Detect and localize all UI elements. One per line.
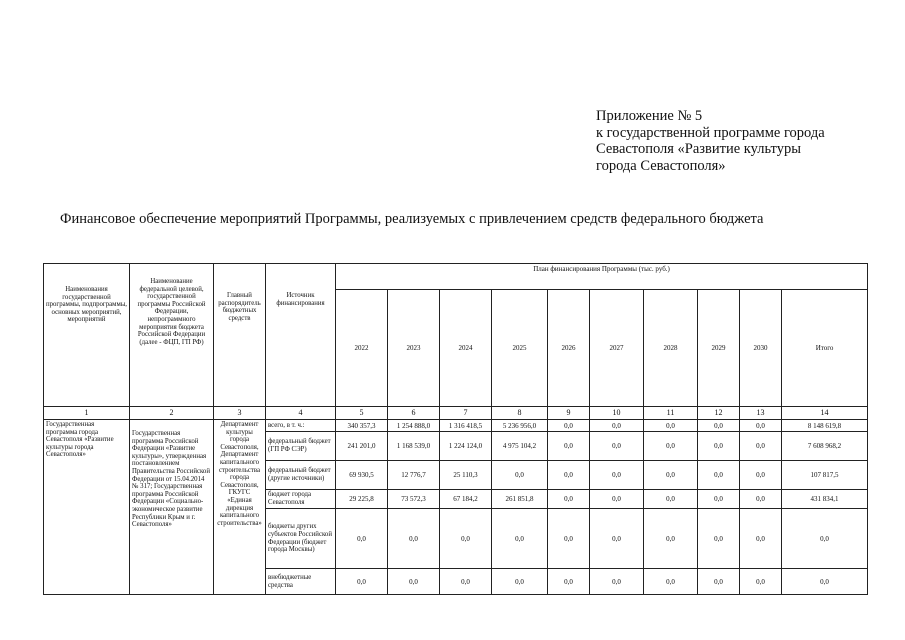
value-cell: 0,0	[336, 569, 388, 595]
value-cell: 0,0	[644, 432, 698, 461]
source-cell: внебюджетные средства	[266, 569, 336, 595]
value-cell: 0,0	[698, 420, 740, 432]
value-cell: 0,0	[388, 509, 440, 569]
value-cell: 0,0	[336, 509, 388, 569]
total-cell: 0,0	[782, 509, 868, 569]
value-cell: 73 572,3	[388, 490, 440, 509]
header-row-1	[44, 264, 868, 290]
table-row	[44, 420, 868, 432]
header-source: Источник финансирования	[266, 264, 336, 407]
value-cell: 69 930,5	[336, 461, 388, 490]
value-cell: 1 168 539,0	[388, 432, 440, 461]
column-number: 14	[782, 407, 868, 420]
column-number: 4	[266, 407, 336, 420]
value-cell: 0,0	[548, 509, 590, 569]
value-cell: 1 316 418,5	[440, 420, 492, 432]
value-cell: 0,0	[740, 509, 782, 569]
total-cell: 8 148 619,8	[782, 420, 868, 432]
column-number: 12	[698, 407, 740, 420]
year-header: 2027	[590, 290, 644, 407]
value-cell: 67 184,2	[440, 490, 492, 509]
header-fcp: Наименование федеральной целевой, государственной программы Российской Федерации, непрограммного мероприятия бюджета Российской Федерации (далее - ФЦП, ГП РФ)	[130, 264, 214, 407]
source-cell: федеральный бюджет (ГП РФ СЭР)	[266, 432, 336, 461]
column-number: 6	[388, 407, 440, 420]
value-cell: 0,0	[492, 569, 548, 595]
column-number: 7	[440, 407, 492, 420]
program-name-cell: Государственная программа города Севастополя «Развитие культуры города Севастополя»	[44, 420, 130, 595]
value-cell: 0,0	[440, 509, 492, 569]
financing-table	[43, 263, 868, 595]
value-cell: 0,0	[698, 569, 740, 595]
value-cell: 261 851,8	[492, 490, 548, 509]
column-number: 10	[590, 407, 644, 420]
total-cell: 107 817,5	[782, 461, 868, 490]
year-header: 2024	[440, 290, 492, 407]
value-cell: 1 254 888,0	[388, 420, 440, 432]
value-cell: 0,0	[698, 490, 740, 509]
column-number: 1	[44, 407, 130, 420]
appendix-line-1: Приложение № 5	[596, 108, 703, 124]
year-header: 2025	[492, 290, 548, 407]
value-cell: 0,0	[492, 461, 548, 490]
total-header: Итого	[782, 290, 868, 407]
year-header: 2029	[698, 290, 740, 407]
fcp-name-cell: Государственная программа Российской Федерации «Развитие культуры», утвержденная постановлением Правительства Российской Федерации от 15.04.2014 № 317; Государственная программа Российской Федерации «Социально-экономическое развитие Республики Крым и г. Севастополя»	[130, 420, 214, 595]
value-cell: 0,0	[548, 432, 590, 461]
value-cell: 0,0	[590, 490, 644, 509]
value-cell: 340 357,3	[336, 420, 388, 432]
value-cell: 0,0	[740, 420, 782, 432]
value-cell: 0,0	[698, 461, 740, 490]
value-cell: 0,0	[644, 461, 698, 490]
appendix-line-4: города Севастополя»	[596, 157, 726, 174]
total-cell: 0,0	[782, 569, 868, 595]
column-number: 8	[492, 407, 548, 420]
value-cell: 0,0	[548, 569, 590, 595]
column-number: 13	[740, 407, 782, 420]
value-cell: 0,0	[590, 569, 644, 595]
total-cell: 7 608 968,2	[782, 432, 868, 461]
value-cell: 0,0	[644, 420, 698, 432]
column-number-row	[44, 407, 868, 420]
source-cell: федеральный бюджет (другие источники)	[266, 461, 336, 490]
value-cell: 0,0	[548, 490, 590, 509]
value-cell: 25 110,3	[440, 461, 492, 490]
value-cell: 241 201,0	[336, 432, 388, 461]
value-cell: 29 225,8	[336, 490, 388, 509]
header-grbs: Главный распорядитель бюджетных средств	[214, 264, 266, 407]
value-cell: 0,0	[492, 509, 548, 569]
value-cell: 0,0	[388, 569, 440, 595]
year-header: 2023	[388, 290, 440, 407]
grbs-cell: Департамент культуры города Севастополя, Департамент капитального строительства города Севастополя, ГКУГС «Единая дирекция капитального строительства»	[214, 420, 266, 595]
source-cell: бюджеты других субъектов Российской Федерации (бюджет города Москвы)	[266, 509, 336, 569]
value-cell: 1 224 124,0	[440, 432, 492, 461]
value-cell: 0,0	[590, 432, 644, 461]
document-title: Финансовое обеспечение мероприятий Программы, реализуемых с привлечением средств федерального бюджета	[60, 211, 764, 227]
year-header: 2022	[336, 290, 388, 407]
value-cell: 0,0	[740, 432, 782, 461]
value-cell: 0,0	[740, 461, 782, 490]
header-program: Наименования государственной программы, подпрограммы, основных мероприятий, мероприятий	[44, 264, 130, 407]
column-number: 2	[130, 407, 214, 420]
value-cell: 0,0	[590, 420, 644, 432]
column-number: 3	[214, 407, 266, 420]
appendix-block	[596, 108, 825, 174]
column-number: 5	[336, 407, 388, 420]
column-number: 11	[644, 407, 698, 420]
value-cell: 0,0	[548, 461, 590, 490]
year-header: 2026	[548, 290, 590, 407]
value-cell: 0,0	[548, 420, 590, 432]
value-cell: 12 776,7	[388, 461, 440, 490]
value-cell: 0,0	[740, 490, 782, 509]
value-cell: 0,0	[590, 461, 644, 490]
value-cell: 4 975 104,2	[492, 432, 548, 461]
header-plan: План финансирования Программы (тыс. руб.)	[336, 264, 868, 290]
source-cell: всего, в т. ч.:	[266, 420, 336, 432]
appendix-line-2: к государственной программе города	[596, 124, 825, 141]
column-number: 9	[548, 407, 590, 420]
value-cell: 5 236 956,0	[492, 420, 548, 432]
value-cell: 0,0	[644, 569, 698, 595]
value-cell: 0,0	[644, 509, 698, 569]
total-cell: 431 834,1	[782, 490, 868, 509]
value-cell: 0,0	[698, 432, 740, 461]
year-header: 2030	[740, 290, 782, 407]
value-cell: 0,0	[440, 569, 492, 595]
year-header: 2028	[644, 290, 698, 407]
value-cell: 0,0	[740, 569, 782, 595]
source-cell: бюджет города Севастополя	[266, 490, 336, 509]
value-cell: 0,0	[590, 509, 644, 569]
value-cell: 0,0	[698, 509, 740, 569]
appendix-line-3: Севастополя «Развитие культуры	[596, 141, 801, 157]
value-cell: 0,0	[644, 490, 698, 509]
